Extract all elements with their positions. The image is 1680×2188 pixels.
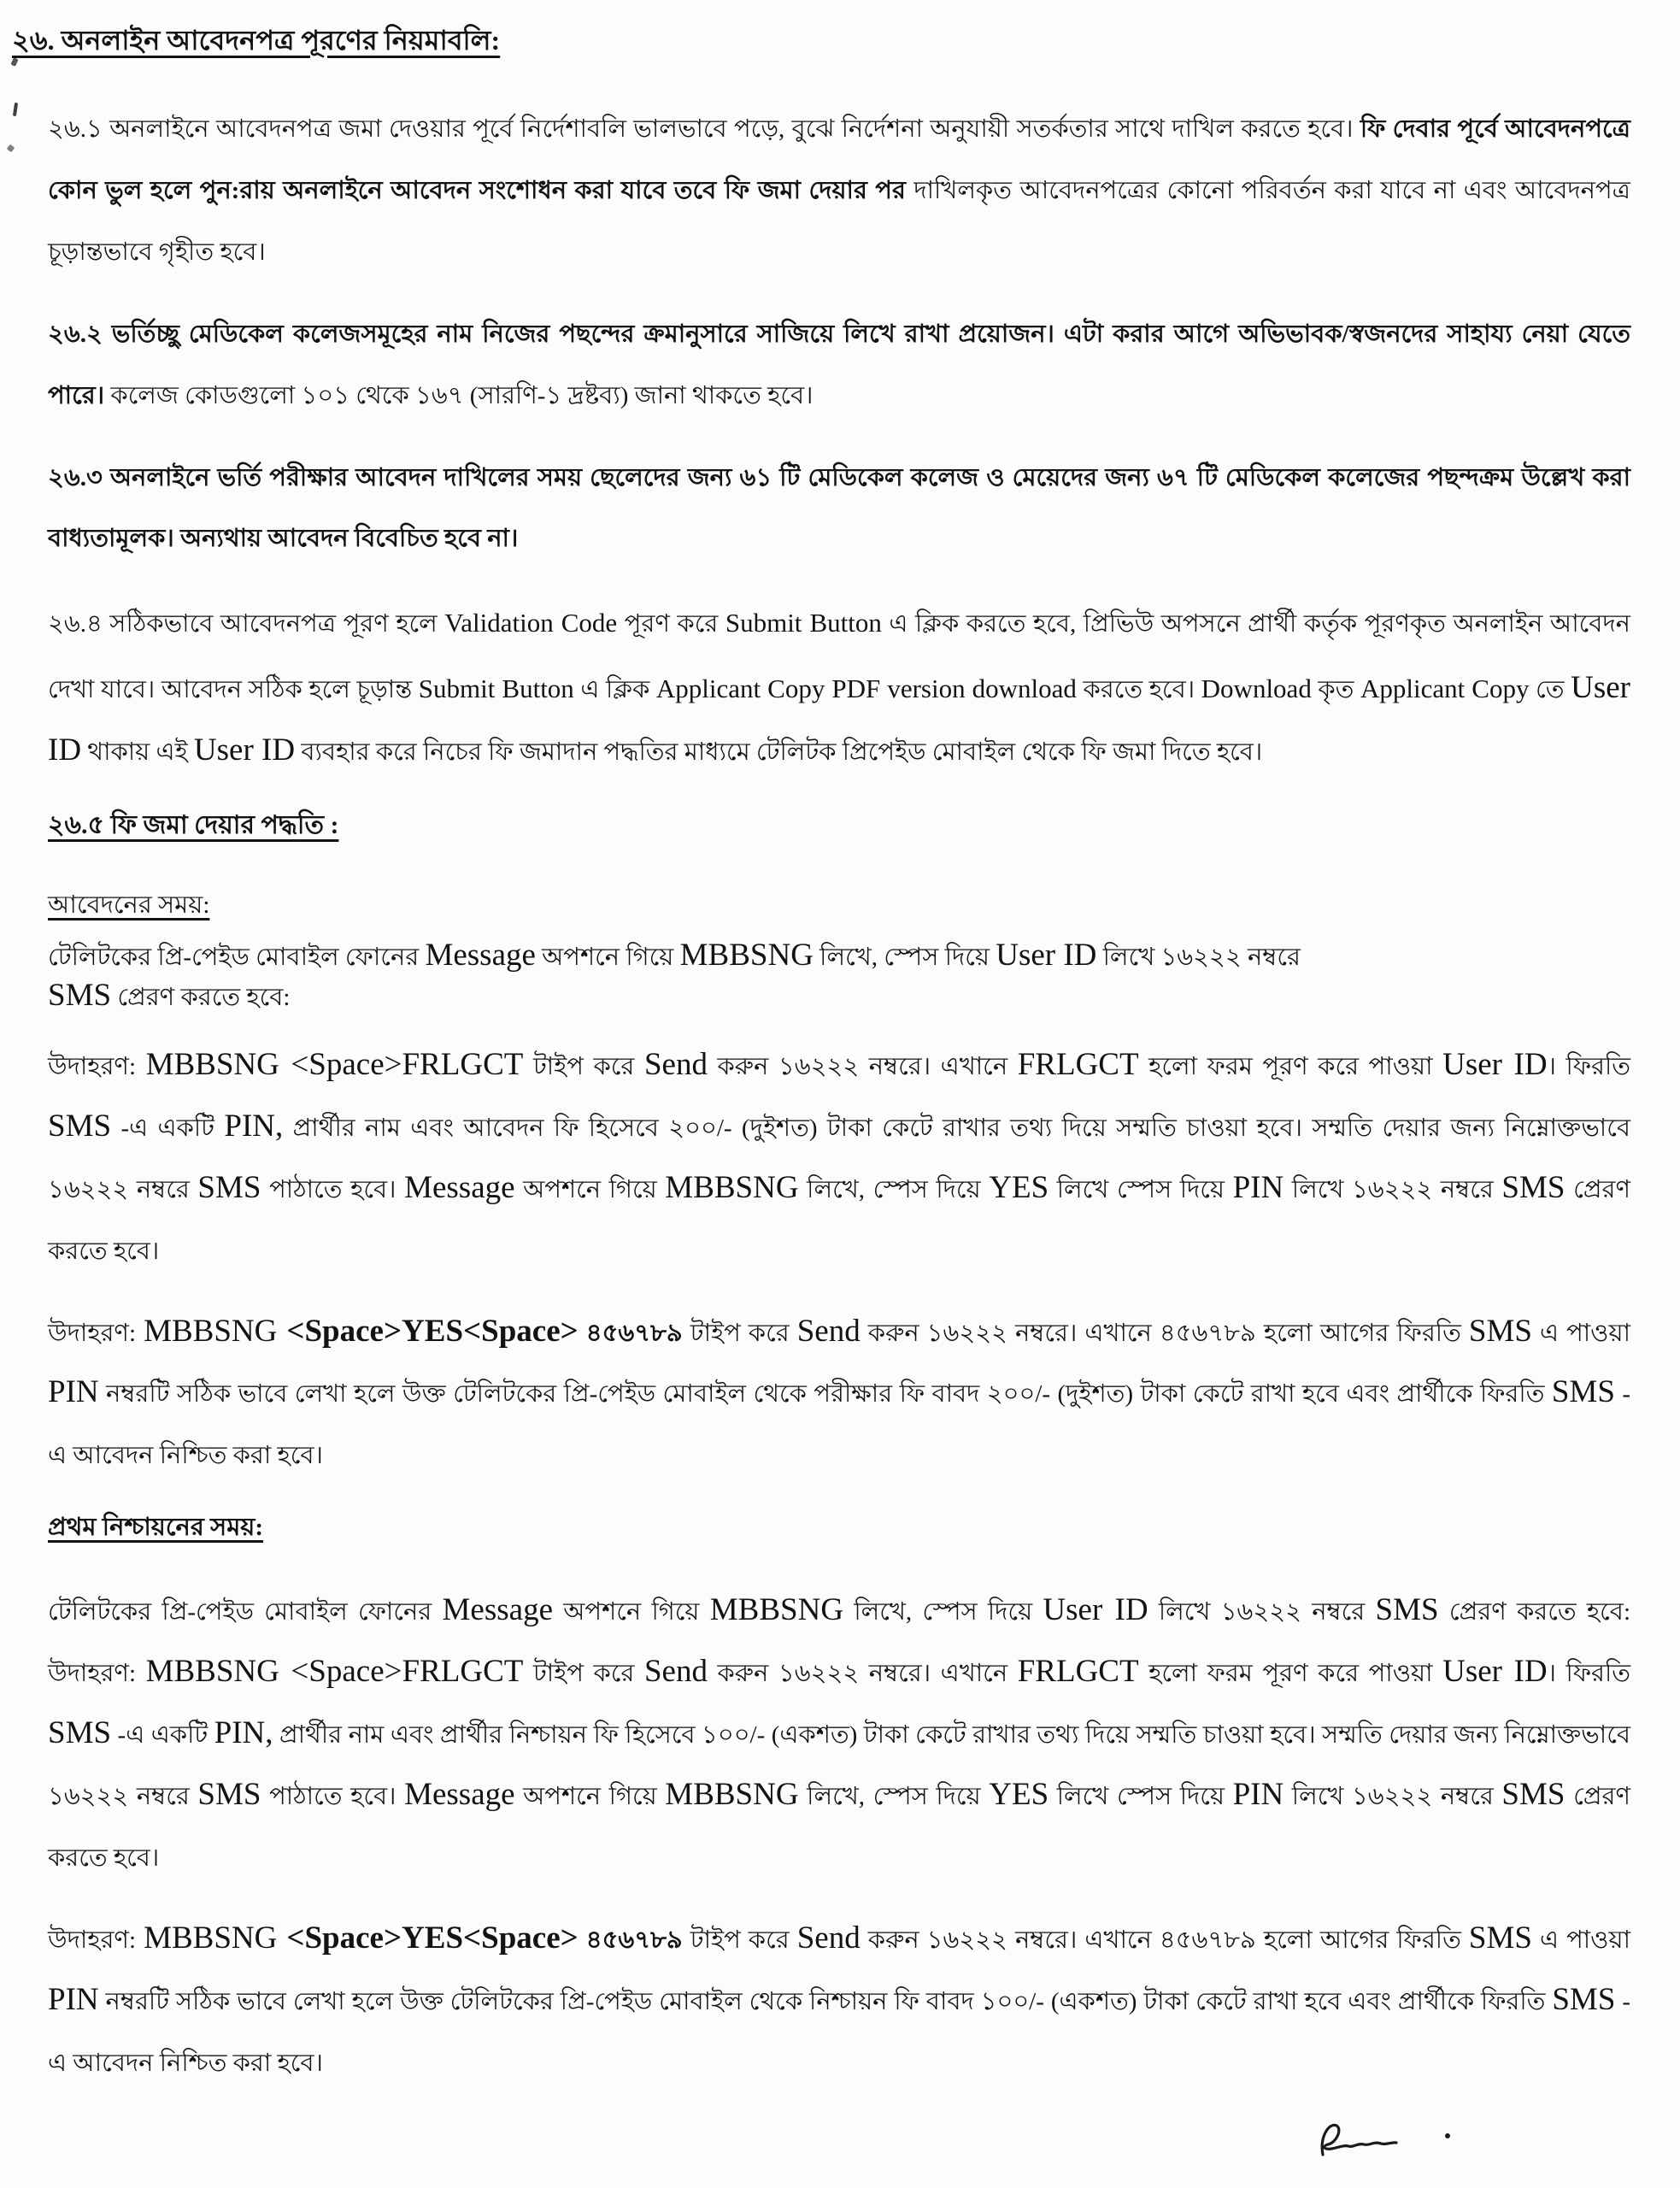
text-run: করতে হবে। [1076,676,1201,704]
text-run: MBBSNG [665,1777,799,1812]
text-run: ২৬.১ অনলাইনে আবেদনপত্র জমা দেওয়ার পূর্বে নির্দেশাবলি ভালভাবে পড়ে, বুঝে নির্দেশনা অনুযায়ী সতর্কতার সাথে দাখিল করতে হবে। [48,115,1360,143]
text-run: টাইপ করে [523,1660,644,1688]
text-run: User ID [996,938,1097,973]
text-run: প্রার্থীর নাম এবং প্রার্থীর নিশ্চায়ন ফি হিসেবে ১০০/- (একশত) টাকা কেটে রাখার তথ্য দিয়ে সম্মতি চাওয়া হবে। সম্মতি দেয়ার জন্য নিম্নোক্তভাবে ১৬২২২ নম্বরে [48,1721,1630,1810]
text-run: Message [425,938,536,973]
text-run: কলেজ কোডগুলো ১০১ থেকে ১৬৭ (সারণি-১ দ্রষ্টব্য) জানা থাকতে হবে। [110,381,814,409]
text-run [579,1926,586,1954]
text-run: লিখে স্পেস দিয়ে [1049,1783,1233,1810]
text-run: প্রেরণ করতে হবে: উদাহরণ: [48,1598,1631,1688]
text-run: হলো ফরম পূরণ করে পাওয়া [1138,1052,1443,1080]
text-run: ২৬.৪ সঠিকভাবে আবেদনপত্র পূরণ হলে [48,610,445,638]
text-run: থাকায় এই [81,738,194,767]
text-run: SMS [1552,1981,1616,2017]
text-run: ২৬.২ ভর্তিচ্ছু মেডিকেল কলেজসমূহের নাম নিজের পছন্দের ক্রমানুসারে সাজিয়ে লিখে রাখা প্রয়োজন। এটা করার আগে অভিভাবক/স্বজনদের সাহায্য নেয়া যেতে পারে। [48,320,1630,409]
first-confirmation-subheading: প্রথম নিশ্চায়নের সময়: [48,1514,264,1542]
text-run: টেলিটকের প্রি-পেইড মোবাইল ফোনের [48,944,426,971]
text-run: PIN [48,1981,99,2017]
text-run: টাইপ করে [682,1926,797,1954]
text-run: SMS [197,1777,261,1812]
text-run: SMS [197,1169,261,1205]
text-run: অপশনে গিয়ে [514,1175,666,1203]
text-run: কৃত [1311,676,1360,704]
first-confirmation-section [48,1508,1630,1560]
text-run: প্রেরণ করতে হবে। [48,1783,1630,1872]
text-run: প্রেরণ করতে হবে। [48,1175,1630,1265]
text-run: করুন ১৬২২২ নম্বরে। এখানে [707,1052,1018,1080]
text-run: দাখিলকৃত আবেদনপত্রের কোনো পরিবর্তন করা যাবে না এবং আবেদনপত্র চূড়ান্তভাবে গৃহীত হবে। [48,176,1630,266]
text-run: SMS [1468,1920,1532,1956]
text-run [579,1320,586,1347]
text-run: PIN, [224,1108,284,1144]
text-run: Message [442,1592,553,1628]
text-run: হলো ফরম পূরণ করে পাওয়া [1138,1660,1443,1688]
text-run: FRLGCT [1017,1654,1139,1690]
signature-squiggle [1304,2114,1483,2168]
text-run: PIN, [214,1715,273,1751]
text-run: SMS [1501,1777,1565,1812]
text-run: SMS [1551,1374,1615,1410]
text-run: লিখে ১৬২২২ নম্বরে [1283,1175,1502,1203]
text-run: নম্বরটি সঠিক ভাবে লেখা হলে উক্ত টেলিটকের প্রি-পেইড মোবাইল থেকে পরীক্ষার ফি বাবদ ২০০/- (দুইশত) টাকা কেটে রাখা হবে এবং প্রার্থীকে ফিরতি [98,1380,1552,1409]
clause-26-3 [48,448,1630,571]
text-run: User ID [1043,1592,1148,1628]
text-run: করুন ১৬২২২ নম্বরে। এখানে ৪৫৬৭৮৯ হলো আগের ফিরতি [860,1319,1469,1347]
text-run: Send [643,1046,708,1082]
text-run: -এ একটি [111,1721,214,1750]
text-run: Submit Button [418,673,574,704]
first-confirmation-example [48,1910,1630,2095]
application-time-section [48,885,1630,938]
text-run: পাঠাতে হবে। [261,1783,405,1810]
text-run: SMS [48,977,112,1013]
text-run: Send [796,1313,861,1349]
text-run: টেলিটকের প্রি-পেইড মোবাইল ফোনের [48,1598,443,1626]
text-run: User ID [1442,1046,1548,1082]
text-run: MBBSNG [144,1920,287,1956]
text-run: PIN [1232,1777,1284,1812]
text-run: প্রার্থীর নাম এবং আবেদন ফি হিসেবে ২০০/- (দুইশত) টাকা কেটে রাখার তথ্য দিয়ে সম্মতি চাওয়া হবে। সম্মতি দেয়ার জন্য নিম্নোক্তভাবে ১৬২২২ নম্বরে [48,1114,1631,1203]
clause-26-4 [48,591,1630,784]
text-run: MBBSNG <Space>FRLGCT [145,1046,524,1082]
text-run: MBBSNG [665,1169,799,1205]
text-run: ৪৫৬৭৮৯ [585,1319,683,1347]
scan-artifact [7,144,15,153]
text-run: করুন ১৬২২২ নম্বরে। এখানে ৪৫৬৭৮৯ হলো আগের ফিরতি [860,1926,1469,1954]
text-run: অপশনে গিয়ে [553,1598,710,1626]
text-run: উদাহরণ: [48,1319,144,1347]
text-run: <Space>YES<Space> [286,1920,579,1956]
text-run: । ফিরতি [1547,1052,1631,1080]
text-run: লিখে স্পেস দিয়ে [1049,1175,1233,1203]
text-run: লিখে ১৬২২২ নম্বরে [1283,1783,1502,1810]
text-run: লিখে, স্পেস দিয়ে [813,944,996,971]
text-run: Send [796,1920,861,1956]
text-run: এ ক্লিক করতে হবে, প্রিভিউ অপসনে প্রার্থী কর্তৃক পূরণকৃত অনলাইন আবেদন দেখা যাবে। আবেদন সঠিক হলে চূড়ান্ত [48,610,1630,704]
text-run: তে [1529,676,1571,704]
text-run: User ID [193,732,296,768]
text-run: লিখে ১৬২২২ নম্বরে [1148,1598,1376,1626]
text-run: <Space>YES<Space> [286,1313,579,1349]
text-run: ২৬.৩ অনলাইনে ভর্তি পরীক্ষার আবেদন দাখিলের সময় ছেলেদের জন্য ৬১ টি মেডিকেল কলেজ ও মেয়েদের জন্য ৬৭ টি মেডিকেল কলেজের পছন্দক্রম উল্লেখ করা বাধ্যতামূলক। অন্যথায় আবেদন বিবেচিত হবে না। [48,463,1630,553]
signature-mark [1304,2114,1483,2173]
text-run: Submit Button [725,608,882,638]
text-run: - এ আবেদন নিশ্চিত করা হবে। [48,1380,1630,1470]
text-run: Download [1201,673,1312,704]
clause-26-1 [48,99,1630,284]
text-run: পাঠাতে হবে। [261,1175,405,1203]
text-run: YES [989,1777,1049,1812]
text-run: Send [643,1654,708,1690]
text-run: MBBSNG <Space>FRLGCT [145,1654,524,1690]
text-run: উদাহরণ: [48,1052,146,1080]
text-run: লিখে, স্পেস দিয়ে [798,1175,990,1203]
text-run: লিখে ১৬২২২ নম্বরে [1096,944,1301,971]
text-run: এ পাওয়া [1531,1319,1631,1347]
text-run: User ID [48,670,1631,768]
text-run: -এ একটি [111,1114,225,1142]
text-run: - এ আবেদন নিশ্চিত করা হবে। [48,1987,1630,2077]
text-run: Message [404,1169,515,1205]
text-run: ফি দেবার পূর্বে আবেদনপত্রে কোন ভুল হলে পুন:রায় অনলাইনে আবেদন সংশোধন করা যাবে তবে ফি জমা দেয়ার পর [48,115,1630,204]
text-run: । ফিরতি [1547,1660,1631,1688]
text-run: এ ক্লিক [573,676,656,704]
text-run: উদাহরণ: [48,1926,144,1954]
text-run: নম্বরটি সঠিক ভাবে লেখা হলে উক্ত টেলিটকের প্রি-পেইড মোবাইল থেকে নিশ্চায়ন ফি বাবদ ১০০/- (একশত) টাকা কেটে রাখা হবে এবং প্রার্থীকে ফিরতি [98,1987,1553,2015]
text-run: Message [404,1777,515,1812]
text-run: Validation Code [444,608,618,638]
text-run: ব্যবহার করে নিচের ফি জমাদান পদ্ধতির মাধ্যমে টেলিটক প্রিপেইড মোবাইল থেকে ফি জমা দিতে হবে। [295,738,1263,767]
text-run: ৪৫৬৭৮৯ [585,1926,683,1954]
text-run: SMS [48,1108,112,1144]
text-run: লিখে, স্পেস দিয়ে [798,1783,990,1810]
text-run: টাইপ করে [682,1319,797,1347]
text-run: অপশনে গিয়ে [535,944,680,971]
section-26-heading: ২৬. অনলাইন আবেদনপত্র পূরণের নিয়মাবলি: [12,25,501,56]
text-run: SMS [1375,1592,1439,1628]
text-run: SMS [1468,1313,1532,1349]
clause-26-2 [48,304,1630,427]
text-run: PIN [48,1374,99,1410]
text-run: FRLGCT [1017,1046,1139,1082]
text-run: Applicant Copy PDF version download [655,673,1077,704]
scan-artifact [13,103,18,116]
text-run: MBBSNG [709,1592,844,1628]
application-time-subheading: আবেদনের সময়: [48,891,210,919]
text-run: SMS [48,1715,112,1751]
application-time-example-2 [48,1303,1630,1488]
text-run: এ পাওয়া [1531,1926,1631,1954]
first-confirmation-body [48,1582,1630,1890]
text-run: টাইপ করে [523,1052,644,1080]
text-run: MBBSNG [679,938,814,973]
text-run: Applicant Copy [1360,673,1530,704]
text-run: প্রেরণ করতে হবে: [111,983,291,1011]
text-run: লিখে, স্পেস দিয়ে [843,1598,1043,1626]
clause-26-5-heading: ২৬.৫ ফি জমা দেয়ার পদ্ধতি : [48,811,339,839]
text-run: YES [989,1169,1049,1205]
text-run: User ID [1442,1654,1548,1690]
text-run: SMS [1501,1169,1565,1205]
text-run: MBBSNG [144,1313,287,1349]
application-time-intro [48,938,1355,1018]
text-run: পূরণ করে [617,610,725,638]
text-run: অপশনে গিয়ে [514,1783,666,1810]
text-run: PIN [1232,1169,1284,1205]
application-time-example-1 [48,1037,1630,1283]
text-run: করুন ১৬২২২ নম্বরে। এখানে [707,1660,1018,1688]
